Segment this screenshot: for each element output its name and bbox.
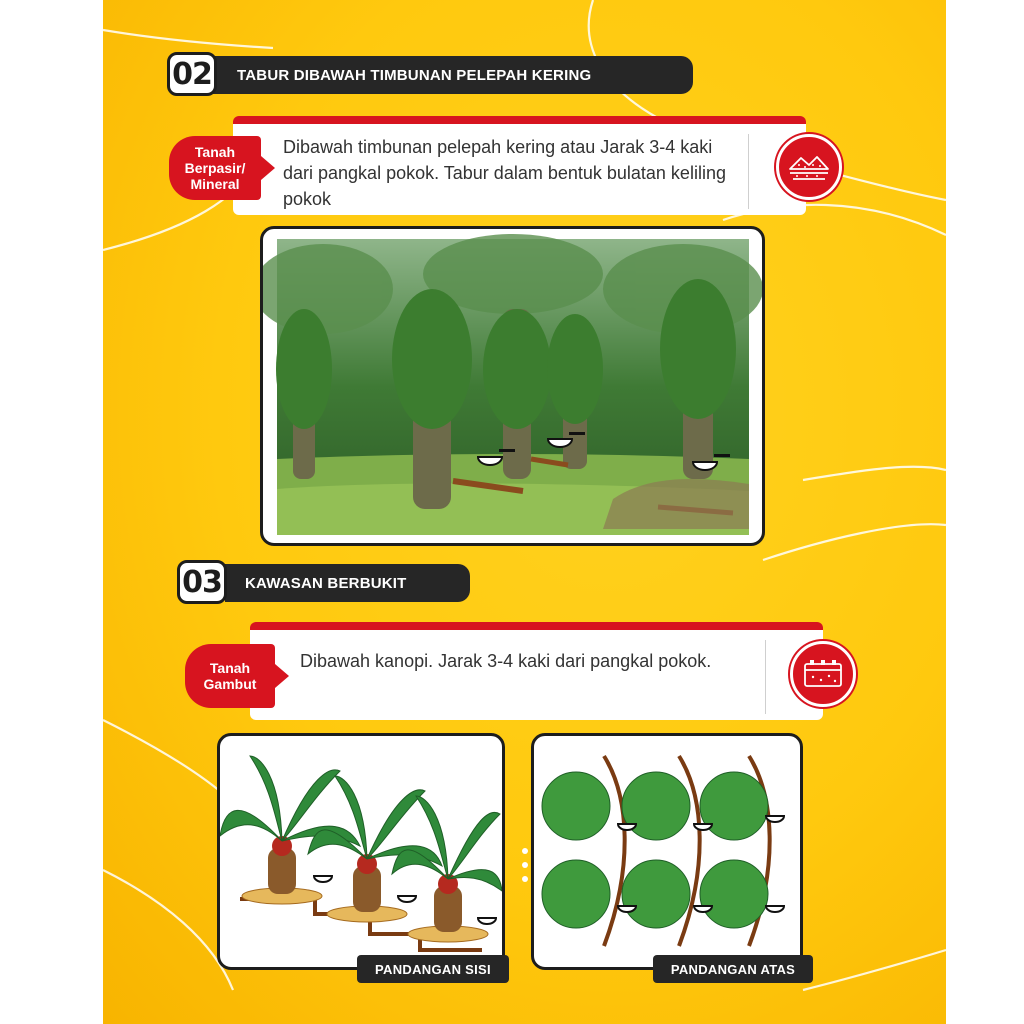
section-2-soil-tag: Tanah Berpasir/ Mineral bbox=[169, 136, 261, 200]
section-3-title-bar bbox=[225, 564, 470, 602]
section-3-soil-badge bbox=[790, 641, 856, 707]
section-2-number: 02 bbox=[167, 52, 217, 96]
section-2-description: Dibawah timbunan pelepah kering atau Jarak 3-4 kaki dari pangkal pokok. Tabur dalam bentuk bulatan keliling pokok bbox=[283, 137, 726, 209]
section-3-soil-tag: Tanah Gambut bbox=[185, 644, 275, 708]
oil-palm-plantation-photo bbox=[260, 226, 765, 546]
top-view-illustration bbox=[531, 733, 803, 970]
hillside-palms-drawing bbox=[220, 736, 502, 967]
section-2-title: TABUR DIBAWAH TIMBUNAN PELEPAH KERING bbox=[237, 66, 592, 84]
section-3-number: 03 bbox=[177, 560, 227, 604]
section-2-description-card bbox=[233, 116, 806, 215]
section-3-description: Dibawah kanopi. Jarak 3-4 kaki dari pangkal pokok. bbox=[300, 651, 712, 671]
section-2-soil-badge bbox=[776, 134, 842, 200]
card-divider bbox=[765, 640, 766, 714]
top-view-label: PANDANGAN ATAS bbox=[653, 955, 813, 983]
top-view-palms-drawing bbox=[534, 736, 800, 967]
side-view-label: PANDANGAN SISI bbox=[357, 955, 509, 983]
plantation-illustration bbox=[263, 229, 762, 543]
side-view-illustration bbox=[217, 733, 505, 970]
section-2-title-bar bbox=[213, 56, 693, 94]
card-divider bbox=[748, 134, 749, 209]
section-3-description-card bbox=[250, 622, 823, 720]
peat-soil-icon bbox=[801, 656, 845, 692]
infographic-page bbox=[103, 0, 946, 1024]
section-3-title: KAWASAN BERBUKIT bbox=[245, 574, 407, 592]
sandy-soil-icon bbox=[787, 149, 831, 185]
